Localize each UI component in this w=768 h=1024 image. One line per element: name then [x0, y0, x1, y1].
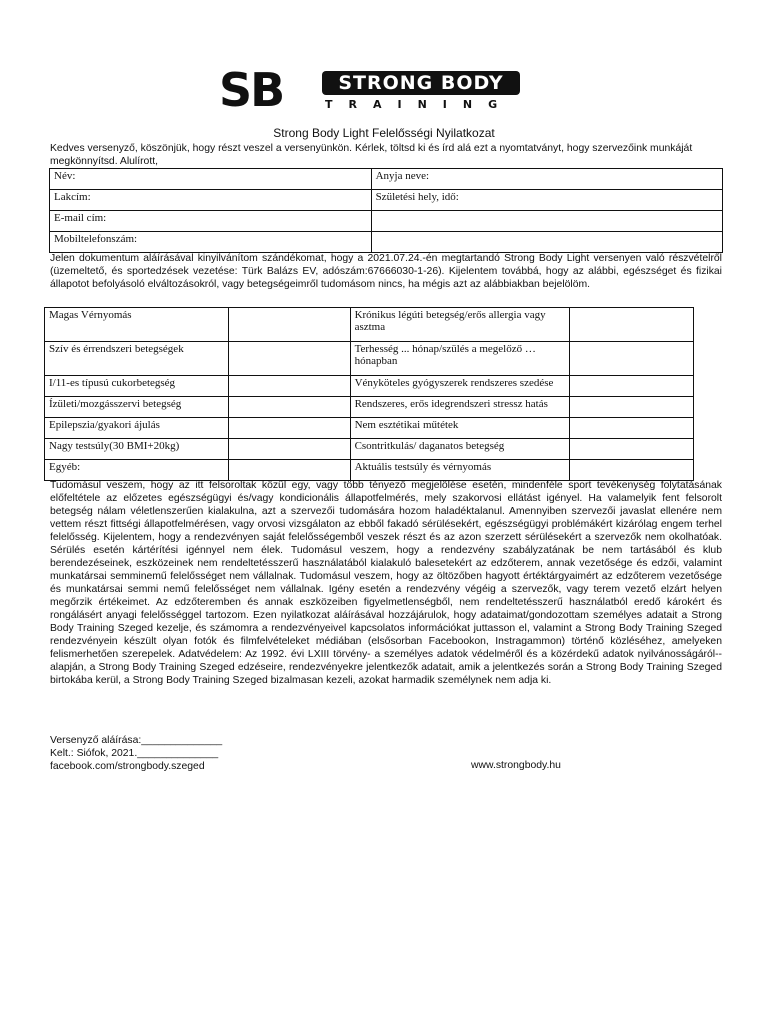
condition-label: Egyéb:: [45, 460, 229, 481]
field-empty[interactable]: [371, 211, 722, 232]
condition-label: I/11-es típusú cukorbetegség: [45, 376, 229, 397]
logo-sub: TRAINING: [325, 98, 514, 111]
condition-checkbox[interactable]: [570, 418, 694, 439]
condition-label: Nem esztétikai műtétek: [350, 418, 570, 439]
health-conditions-table: [44, 307, 694, 481]
condition-checkbox[interactable]: [228, 418, 350, 439]
condition-label: Csontritkulás/ daganatos betegség: [350, 439, 570, 460]
condition-label: Aktuális testsúly és vérnyomás: [350, 460, 570, 481]
intro-text: Kedves versenyző, köszönjük, hogy részt veszel a versenyünkön. Kérlek, töltsd ki és írd alá ezt a nyomtatványt, hogy szervezőink munkáját megkönnyítsd. Alulírott,: [50, 143, 693, 167]
table-row: [45, 418, 694, 439]
field-empty[interactable]: [371, 232, 722, 253]
condition-checkbox[interactable]: [570, 439, 694, 460]
place-date-line[interactable]: Kelt.: Siófok, 2021.______________: [50, 748, 219, 759]
field-mobile[interactable]: Mobiltelefonszám:: [50, 232, 372, 253]
field-address[interactable]: Lakcím:: [50, 190, 372, 211]
table-row: [50, 190, 723, 211]
document-title: Strong Body Light Felelősségi Nyilatkozat: [273, 126, 495, 140]
condition-label: Vényköteles gyógyszerek rendszeres szedése: [350, 376, 570, 397]
condition-label: Szív és érrendszeri betegségek: [45, 342, 229, 376]
website-link[interactable]: www.strongbody.hu: [471, 760, 561, 771]
table-row: [50, 211, 723, 232]
condition-checkbox[interactable]: [228, 460, 350, 481]
declaration-text: Jelen dokumentum aláírásával kinyilvánítom szándékomat, hogy a 2021.07.24.-én megtartandó Strong Body Light versenyen való részvételről (üzemeltető, és sportedzések vezetése: Türk Balázs EV, adószám:67666030-1-26). Kijelentem továbbá, hogy az alábbi, egészséget és fizikai állapotot befolyásoló elváltozásokról, vagy betegségeimről tudomásom nincs, ha mégis azt az alábbiakban bejelölöm.: [50, 253, 722, 290]
signature-block: [50, 734, 222, 773]
table-row: [50, 169, 723, 190]
condition-checkbox[interactable]: [570, 308, 694, 342]
table-row: [45, 376, 694, 397]
condition-label: Ízületi/mozgásszervi betegség: [45, 397, 229, 418]
condition-checkbox[interactable]: [570, 397, 694, 418]
brand-logo: [219, 63, 524, 117]
field-email[interactable]: E-mail cím:: [50, 211, 372, 232]
logo-monogram: SB: [219, 63, 284, 117]
table-row: [45, 397, 694, 418]
condition-label: Krónikus légúti betegség/erős allergia vagy asztma: [350, 308, 570, 342]
terms-text: Tudomásul veszem, hogy az itt felsoroltak közül egy, vagy több tényező megjelölése esetén, mindenféle sport tevékenység folytatásának előfeltétele az előzetes egészségügyi és/vagy kondicionális állapotfelmérés, mely szakorvosi ellátást igényel. Ha valamelyik fent felsorolt betegség nálam véletlenszerűen kialakulna, azt a szervezői tudomására hozom haladéktalanul. Amennyiben szervezői javaslat ellenére nem vettem részt fittségi állapotfelmérésen, vagy orvosi vizsgálaton az ebből fakadó sérülésekért, egészségügyi problémákért kizárólag engem terhel felelősség. Kijelentem, hogy a rendezvényen saját felelősségemből veszek részt és az azon szerzett sérülésekért a szervezők nem okolhatóak. Sérülés esetén kártérítési igénnyel nem élek. Tudomásul veszem, hogy a rendezvény szabályzatának be nem tartásából és klub berendezéseinek, eszközeinek nem rendeltetésszerű használatából kialakuló balesetekért az edzőterem, annak vezetősége és edzői, valamint munkatársai semminemű felelősséget nem vállalnak. Tudomásul veszem, hogy az öltözőben hagyott értéktárgyaimért az edzőterem vezetősége és munkatársai semmi nemű felelősséget nem vállalnak. Igény esetén a rendezvény végéig a szervezők, vagy terem vezető elzárt helyen megőrzik értékeimet. Az edzőteremben és annak eszközeiben figyelmetlenségből, nem rendeltetésszerű használatból eredő károkért és rongálásért anyagi felelősséggel tartozom. Ezen nyilatkozat aláírásával hozzájárulok, hogy adataimat/gondozottam személyes adatait a Strong Body Training Szeged kezelje, és számomra a rendezvényeivel kapcsolatos információkat juttasson el, valamint a Strong Body Training Szeged rendezvényein készült olyan fotók és filmfelvételeket médiában (elsősorban Facebookon, Instragammon) történő közléséhez, amelyeken felismerhetően szerepelek. Adatvédelem: Az 1992. évi LXIII törvény- a személyes adatok védelméről és a közérdekű adatok nyilvánosságáról-- alapján, a Strong Body Training Szeged edzéseire, rendezvényekre jelentkezők adatait, amik a jelentkezés során a Strong Body Training Szeged birtokába kerül, a Strong Body Training Szeged bizalmasan kezeli, azokat harmadik személynek nem adja ki.: [50, 480, 722, 686]
signature-line[interactable]: Versenyző aláírása:______________: [50, 735, 223, 746]
table-row: [50, 232, 723, 253]
condition-label: Epilepszia/gyakori ájulás: [45, 418, 229, 439]
condition-label: Rendszeres, erős idegrendszeri stressz hatás: [350, 397, 570, 418]
logo-brand: STRONG BODY: [338, 72, 504, 94]
condition-label: Terhesség ... hónap/szülés a megelőző … hónapban: [350, 342, 570, 376]
condition-checkbox[interactable]: [228, 376, 350, 397]
condition-checkbox[interactable]: [228, 397, 350, 418]
condition-checkbox[interactable]: [228, 308, 350, 342]
personal-data-table: [49, 168, 723, 253]
table-row: [45, 342, 694, 376]
table-row: [45, 308, 694, 342]
field-birth-place-date[interactable]: Születési hely, idő:: [371, 190, 722, 211]
condition-checkbox[interactable]: [570, 460, 694, 481]
condition-label: Nagy testsúly(30 BMI+20kg): [45, 439, 229, 460]
condition-checkbox[interactable]: [570, 342, 694, 376]
facebook-link[interactable]: facebook.com/strongbody.szeged: [50, 761, 205, 772]
condition-checkbox[interactable]: [228, 342, 350, 376]
condition-checkbox[interactable]: [570, 376, 694, 397]
logo-brand-box: [322, 71, 520, 95]
condition-label: Magas Vérnyomás: [45, 308, 229, 342]
field-mother-name[interactable]: Anyja neve:: [371, 169, 722, 190]
table-row: [45, 460, 694, 481]
condition-checkbox[interactable]: [228, 439, 350, 460]
field-name[interactable]: Név:: [50, 169, 372, 190]
table-row: [45, 439, 694, 460]
